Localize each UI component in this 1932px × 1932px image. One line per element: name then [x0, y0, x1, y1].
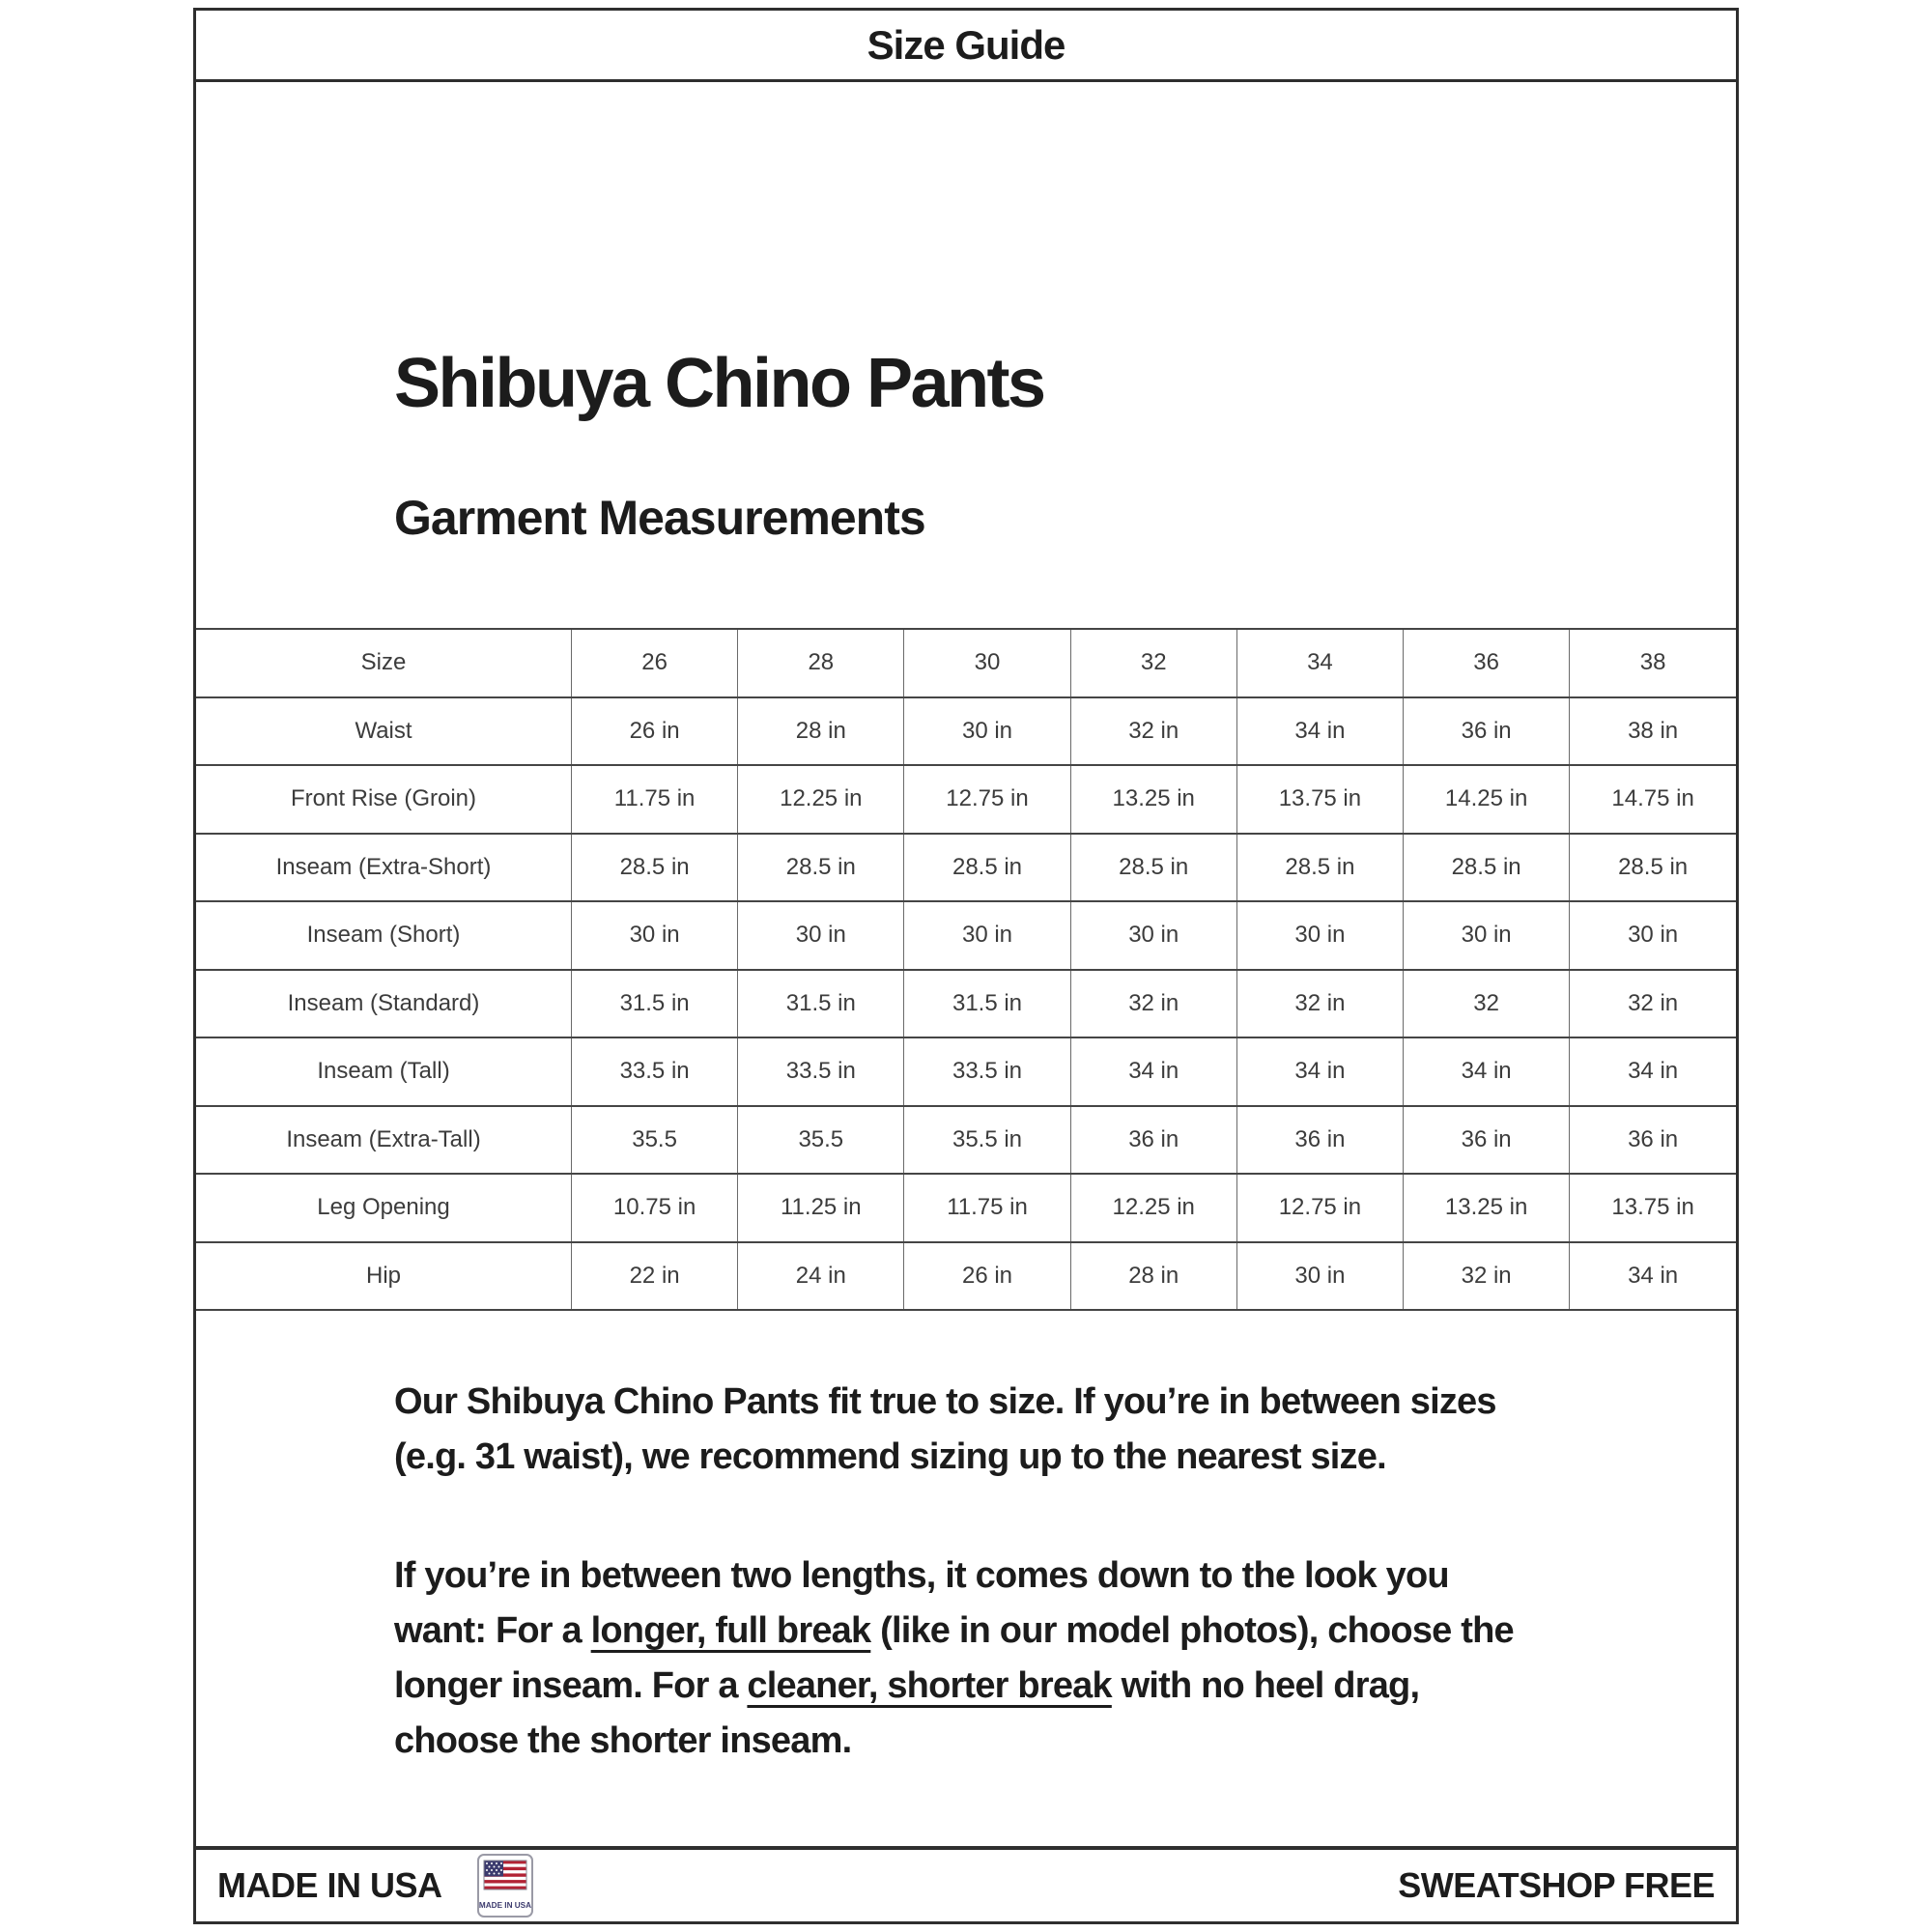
measurement-cell: 30 in: [1236, 1242, 1403, 1311]
note-text: If you’re in between two lengths, it comes down to the look you: [394, 1555, 1449, 1596]
size-guide-title: Size Guide: [867, 21, 1065, 68]
table-row: [196, 834, 1736, 902]
measurement-cell: 28.5 in: [572, 834, 738, 902]
fit-note-lengths: [394, 1548, 1747, 1769]
row-label: Leg Opening: [196, 1174, 572, 1242]
table-row: [196, 970, 1736, 1038]
measurement-cell: 38: [1570, 629, 1736, 697]
measurement-cell: 30 in: [738, 901, 904, 970]
fit-note-sizing: [394, 1375, 1747, 1485]
row-label: Size: [196, 629, 572, 697]
measurement-cell: 32 in: [1570, 970, 1736, 1038]
product-title: Shibuya Chino Pants: [394, 345, 1044, 422]
measurement-cell: 30 in: [1404, 901, 1570, 970]
measurement-cell: 30 in: [572, 901, 738, 970]
measurement-cell: 34 in: [1236, 697, 1403, 766]
measurement-cell: 11.25 in: [738, 1174, 904, 1242]
measurement-cell: 30: [904, 629, 1070, 697]
note-text: Our Shibuya Chino Pants fit true to size. If you’re in between sizes: [394, 1381, 1496, 1422]
measurement-cell: 28: [738, 629, 904, 697]
row-label: Inseam (Extra-Tall): [196, 1106, 572, 1175]
measurement-cell: 14.75 in: [1570, 765, 1736, 834]
row-label: Waist: [196, 697, 572, 766]
measurement-cell: 32: [1404, 970, 1570, 1038]
note-text: (e.g. 31 waist), we recommend sizing up to the nearest size.: [394, 1436, 1386, 1477]
table-row: [196, 697, 1736, 766]
note-text: choose the shorter inseam.: [394, 1720, 852, 1761]
measurement-cell: 30 in: [1236, 901, 1403, 970]
measurement-cell: 36 in: [1404, 697, 1570, 766]
measurement-cell: 36 in: [1570, 1106, 1736, 1175]
note-text: (like in our model photos), choose the: [870, 1610, 1514, 1651]
row-label: Inseam (Tall): [196, 1037, 572, 1106]
measurement-cell: 30 in: [1570, 901, 1736, 970]
measurement-cell: 32 in: [1236, 970, 1403, 1038]
measurement-cell: 31.5 in: [572, 970, 738, 1038]
measurement-cell: 31.5 in: [904, 970, 1070, 1038]
measurement-cell: 32 in: [1404, 1242, 1570, 1311]
measurement-cell: 34 in: [1236, 1037, 1403, 1106]
measurement-cell: 22 in: [572, 1242, 738, 1311]
note-text: with no heel drag,: [1111, 1665, 1420, 1706]
measurement-cell: 12.75 in: [1236, 1174, 1403, 1242]
measurement-cell: 26 in: [904, 1242, 1070, 1311]
measurement-cell: 30 in: [904, 697, 1070, 766]
table-row: [196, 1174, 1736, 1242]
measurement-cell: 13.25 in: [1404, 1174, 1570, 1242]
measurement-cell: 35.5: [738, 1106, 904, 1175]
row-label: Inseam (Extra-Short): [196, 834, 572, 902]
measurement-cell: 11.75 in: [904, 1174, 1070, 1242]
measurement-cell: 26 in: [572, 697, 738, 766]
row-label: Inseam (Standard): [196, 970, 572, 1038]
measurement-cell: 13.75 in: [1570, 1174, 1736, 1242]
measurement-cell: 33.5 in: [904, 1037, 1070, 1106]
table-row: [196, 765, 1736, 834]
measurement-cell: 34 in: [1404, 1037, 1570, 1106]
underlined-phrase: cleaner, shorter break: [747, 1665, 1112, 1706]
measurement-cell: 24 in: [738, 1242, 904, 1311]
row-label: Front Rise (Groin): [196, 765, 572, 834]
measurement-cell: 28.5 in: [1404, 834, 1570, 902]
measurement-cell: 13.75 in: [1236, 765, 1403, 834]
footer-bar: [196, 1846, 1736, 1921]
size-table-body: [196, 629, 1736, 1310]
measurement-cell: 35.5: [572, 1106, 738, 1175]
row-label: Inseam (Short): [196, 901, 572, 970]
table-row: [196, 1106, 1736, 1175]
measurement-cell: 33.5 in: [572, 1037, 738, 1106]
table-row: [196, 1242, 1736, 1311]
measurement-cell: 10.75 in: [572, 1174, 738, 1242]
row-label: Hip: [196, 1242, 572, 1311]
measurement-cell: 28.5 in: [738, 834, 904, 902]
measurement-cell: 31.5 in: [738, 970, 904, 1038]
measurement-cell: 36 in: [1070, 1106, 1236, 1175]
measurement-cell: 34 in: [1570, 1037, 1736, 1106]
measurement-cell: 28.5 in: [1236, 834, 1403, 902]
measurement-cell: 28.5 in: [1070, 834, 1236, 902]
flag-badge-label: MADE IN USA: [478, 1901, 531, 1910]
table-row: [196, 901, 1736, 970]
note-text: longer inseam. For a: [394, 1665, 748, 1706]
sweatshop-free-label: SWEATSHOP FREE: [1398, 1865, 1715, 1905]
measurement-cell: 26: [572, 629, 738, 697]
size-guide-panel: [193, 8, 1739, 1924]
measurement-cell: 36 in: [1236, 1106, 1403, 1175]
note-text: want: For a: [394, 1610, 591, 1651]
measurement-cell: 34: [1236, 629, 1403, 697]
measurement-cell: 12.25 in: [1070, 1174, 1236, 1242]
measurement-cell: 33.5 in: [738, 1037, 904, 1106]
measurement-cell: 36 in: [1404, 1106, 1570, 1175]
size-table: [196, 628, 1736, 1311]
measurement-cell: 32: [1070, 629, 1236, 697]
table-row: [196, 629, 1736, 697]
usa-flag-stripes: [484, 1861, 526, 1889]
usa-flag-icon: [477, 1854, 533, 1918]
measurement-cell: 34 in: [1570, 1242, 1736, 1311]
measurement-cell: 32 in: [1070, 970, 1236, 1038]
table-row: [196, 1037, 1736, 1106]
measurement-cell: 30 in: [1070, 901, 1236, 970]
made-in-usa-label: MADE IN USA: [217, 1865, 442, 1905]
measurement-cell: 34 in: [1070, 1037, 1236, 1106]
measurement-cell: 38 in: [1570, 697, 1736, 766]
measurement-cell: 35.5 in: [904, 1106, 1070, 1175]
measurement-cell: 13.25 in: [1070, 765, 1236, 834]
measurement-cell: 12.25 in: [738, 765, 904, 834]
measurement-cell: 36: [1404, 629, 1570, 697]
measurement-cell: 32 in: [1070, 697, 1236, 766]
product-subtitle: Garment Measurements: [394, 491, 925, 545]
measurement-cell: 30 in: [904, 901, 1070, 970]
measurement-cell: 28.5 in: [904, 834, 1070, 902]
measurement-cell: 28 in: [1070, 1242, 1236, 1311]
underlined-phrase: longer, full break: [590, 1610, 871, 1651]
size-guide-header: [196, 11, 1736, 82]
measurement-cell: 12.75 in: [904, 765, 1070, 834]
measurement-cell: 14.25 in: [1404, 765, 1570, 834]
measurement-cell: 28 in: [738, 697, 904, 766]
footer-left-group: [217, 1854, 533, 1918]
measurement-cell: 28.5 in: [1570, 834, 1736, 902]
measurement-cell: 11.75 in: [572, 765, 738, 834]
